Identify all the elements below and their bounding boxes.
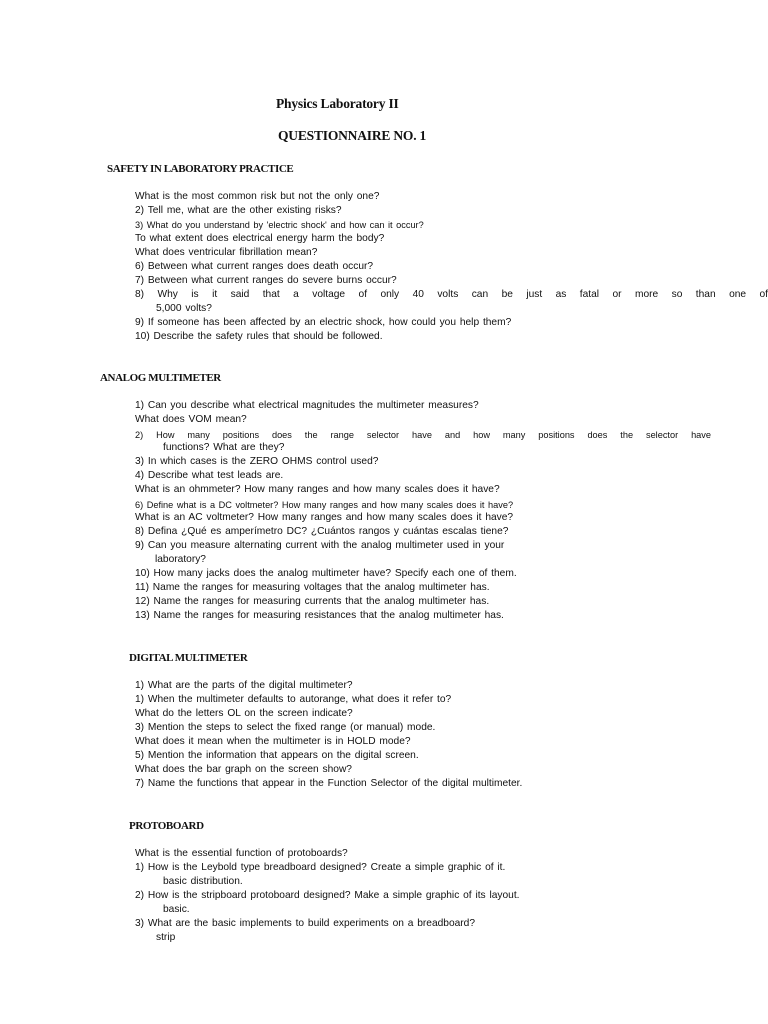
question-line: 2) How is the stripboard protoboard designed? Make a simple graphic of its layout. [135, 890, 520, 901]
question-line: 7) Name the functions that appear in the Function Selector of the digital multimeter. [135, 778, 523, 789]
document-title: Physics Laboratory II [276, 96, 399, 111]
section-heading-analog-multimeter: ANALOG MULTIMETER [100, 372, 221, 384]
question-line: 3) In which cases is the ZERO OHMS control used? [135, 456, 379, 467]
question-line: What does VOM mean? [135, 414, 247, 425]
question-line: What is an AC voltmeter? How many ranges and how many scales does it have? [135, 512, 514, 523]
question-line: What does it mean when the multimeter is in HOLD mode? [135, 736, 411, 747]
question-line: 3) What are the basic implements to build experiments on a breadboard? [135, 918, 476, 929]
section-heading-digital-multimeter: DIGITAL MULTIMETER [129, 652, 248, 664]
section-heading-protoboard: PROTOBOARD [129, 820, 204, 832]
question-line: 4) Describe what test leads are. [135, 470, 284, 481]
question-line: What is the most common risk but not the only one? [135, 191, 380, 202]
question-line: 1) When the multimeter defaults to autorange, what does it refer to? [135, 694, 452, 705]
question-line: 3) What do you understand by 'electric shock' and how can it occur? [135, 220, 424, 230]
question-line: 3) Mention the steps to select the fixed range (or manual) mode. [135, 722, 436, 733]
question-line-continuation: basic. [163, 904, 190, 915]
question-line: 12) Name the ranges for measuring currents that the analog multimeter has. [135, 596, 490, 607]
question-line: 11) Name the ranges for measuring voltages that the analog multimeter has. [135, 582, 490, 593]
question-line: 2) Tell me, what are the other existing risks? [135, 205, 342, 216]
question-line: 9) If someone has been affected by an electric shock, how could you help them? [135, 317, 512, 328]
question-line: 10) How many jacks does the analog multimeter have? Specify each one of them. [135, 568, 517, 579]
question-line: What does ventricular fibrillation mean? [135, 247, 318, 258]
question-line: What does the bar graph on the screen show? [135, 764, 352, 775]
question-line: 9) Can you measure alternating current with the analog multimeter used in your [135, 540, 505, 551]
question-line-continuation: laboratory? [155, 554, 206, 565]
section-heading-safety: SAFETY IN LABORATORY PRACTICE [107, 163, 294, 175]
question-line-continuation: strip [156, 932, 176, 943]
questionnaire-number: QUESTIONNAIRE NO. 1 [278, 128, 427, 143]
question-line-continuation: basic distribution. [163, 876, 243, 887]
question-line-continuation: functions? What are they? [163, 442, 285, 453]
question-line: 1) What are the parts of the digital multimeter? [135, 680, 353, 691]
question-line: 5) Mention the information that appears on the digital screen. [135, 750, 419, 761]
question-line: 6) Between what current ranges does death occur? [135, 261, 374, 272]
question-line-continuation: 5,000 volts? [156, 303, 212, 314]
question-line: What is an ohmmeter? How many ranges and how many scales does it have? [135, 484, 500, 495]
question-line: What do the letters OL on the screen indicate? [135, 708, 353, 719]
question-line: To what extent does electrical energy harm the body? [135, 233, 385, 244]
question-line: 1) How is the Leybold type breadboard designed? Create a simple graphic of it. [135, 862, 506, 873]
question-line: 1) Can you describe what electrical magnitudes the multimeter measures? [135, 400, 479, 411]
question-line: 10) Describe the safety rules that should be followed. [135, 331, 383, 342]
question-line: 6) Define what is a DC voltmeter? How many ranges and how many scales does it have? [135, 500, 514, 510]
question-line: 8) Defina ¿Qué es amperímetro DC? ¿Cuántos rangos y cuántas escalas tiene? [135, 526, 509, 537]
question-line: What is the essential function of protoboards? [135, 848, 348, 859]
question-line: 2) How many positions does the range selector have and how many positions does the selector have [135, 430, 711, 440]
question-line: 7) Between what current ranges do severe burns occur? [135, 275, 397, 286]
question-line: 13) Name the ranges for measuring resistances that the analog multimeter has. [135, 610, 504, 621]
question-line: 8) Why is it said that a voltage of only 40 volts can be just as fatal or more so than one of [135, 289, 768, 300]
